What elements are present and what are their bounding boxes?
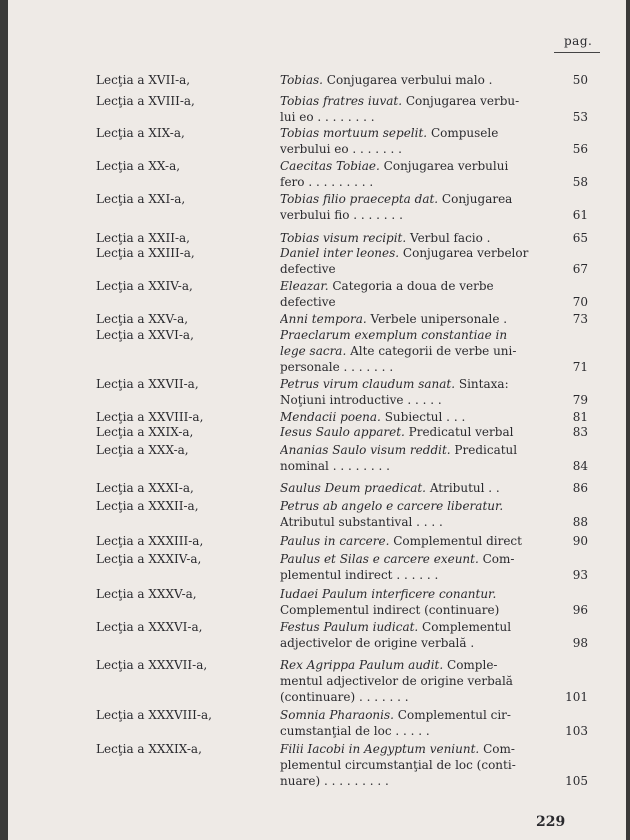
- page-ref: 105: [565, 774, 588, 788]
- page-ref: 73: [572, 312, 588, 326]
- title-line: [280, 327, 545, 343]
- lesson-title: [280, 707, 545, 739]
- title-line: [280, 498, 545, 514]
- lesson-title: [280, 158, 545, 190]
- title-line: [280, 109, 545, 125]
- romanian-text: Predicatul verbal: [404, 425, 514, 439]
- lesson-label: Lecţia a XXXIV-a,: [96, 552, 202, 566]
- title-line: [280, 635, 545, 651]
- title-line: [280, 125, 545, 141]
- romanian-text: nominal . . . . . . . .: [280, 459, 390, 473]
- page-ref: 103: [565, 724, 588, 738]
- latin-text: lege sacra.: [280, 344, 347, 358]
- lesson-label: Lecţia a XIX-a,: [96, 126, 185, 140]
- romanian-text: Com-: [479, 742, 515, 756]
- lesson-title: [280, 191, 545, 223]
- page-ref: 96: [572, 603, 588, 617]
- page-number: 229: [536, 814, 566, 830]
- lesson-title: [280, 72, 545, 88]
- romanian-text: mentul adjectivelor de origine verbală: [280, 674, 513, 688]
- latin-text: Petrus ab angelo e carcere liberatur.: [280, 499, 504, 513]
- title-line: [280, 409, 545, 425]
- romanian-text: Verbele unipersonale .: [366, 312, 508, 326]
- romanian-text: Verbul facio .: [406, 231, 491, 245]
- latin-text: Festus Paulum iudicat.: [280, 620, 419, 634]
- latin-text: Somnia Pharaonis.: [280, 708, 394, 722]
- lesson-title: [280, 551, 545, 583]
- romanian-text: Complementul cir-: [393, 708, 511, 722]
- page-ref: 58: [572, 175, 588, 189]
- title-line: [280, 158, 545, 174]
- romanian-text: cumstanţial de loc . . . . .: [280, 724, 430, 738]
- latin-text: Tobias mortuum sepelit.: [280, 126, 428, 140]
- romanian-text: Subiectul . . .: [380, 410, 466, 424]
- romanian-text: Predicatul: [450, 443, 518, 457]
- romanian-text: nuare) . . . . . . . . .: [280, 774, 389, 788]
- page-ref: 83: [572, 425, 588, 439]
- lesson-label: Lecţia a XXI-a,: [96, 192, 186, 206]
- lesson-title: [280, 93, 545, 125]
- romanian-text: verbului eo . . . . . . .: [280, 142, 402, 156]
- title-line: [280, 707, 545, 723]
- lesson-title: [280, 533, 545, 549]
- title-line: [280, 741, 545, 757]
- romanian-text: plementul circumstanţial de loc (conti-: [280, 758, 516, 772]
- romanian-text: adjectivelor de origine verbală .: [280, 636, 475, 650]
- romanian-text: plementul indirect . . . . . .: [280, 568, 439, 582]
- title-line: [280, 311, 545, 327]
- lesson-title: [280, 311, 545, 327]
- latin-text: Anni tempora.: [280, 312, 367, 326]
- lesson-title: [280, 327, 545, 375]
- title-line: [280, 757, 545, 773]
- title-line: [280, 514, 545, 530]
- page-ref: 88: [572, 515, 588, 529]
- title-line: [280, 533, 545, 549]
- page-ref: 84: [572, 459, 588, 473]
- page-ref: 93: [572, 568, 588, 582]
- title-line: [280, 480, 545, 496]
- latin-text: Saulus Deum praedicat.: [280, 481, 426, 495]
- lesson-title: [280, 245, 545, 277]
- lesson-label: Lecţia a XX-a,: [96, 159, 181, 173]
- book-page: [8, 0, 626, 840]
- title-line: [280, 602, 545, 618]
- page-ref: 61: [572, 208, 588, 222]
- page-ref: 90: [572, 534, 588, 548]
- latin-text: Tobias filio praecepta dat.: [280, 192, 439, 206]
- title-line: [280, 392, 545, 408]
- latin-text: Ananias Saulo visum reddit.: [280, 443, 451, 457]
- latin-text: Paulus et Silas e carcere exeunt.: [280, 552, 479, 566]
- title-line: [280, 261, 545, 277]
- lesson-label: Lecţia a XXXVIII-a,: [96, 708, 212, 722]
- romanian-text: Alte categorii de verbe uni-: [346, 344, 517, 358]
- title-line: [280, 551, 545, 567]
- page-ref: 70: [572, 295, 588, 309]
- romanian-text: verbului fio . . . . . . .: [280, 208, 403, 222]
- lesson-label: Lecţia a XXXVI-a,: [96, 620, 203, 634]
- title-line: [280, 458, 545, 474]
- lesson-title: [280, 619, 545, 651]
- title-line: [280, 245, 545, 261]
- title-line: [280, 174, 545, 190]
- latin-text: Paulus in carcere.: [280, 534, 390, 548]
- lesson-title: [280, 480, 545, 496]
- lesson-title: [280, 409, 545, 425]
- lesson-label: Lecţia a XVIII-a,: [96, 94, 195, 108]
- romanian-text: Conjugarea: [438, 192, 513, 206]
- lesson-title: [280, 230, 545, 246]
- lesson-label: Lecţia a XXV-a,: [96, 312, 189, 326]
- romanian-text: Conjugarea verbului malo .: [322, 73, 493, 87]
- romanian-text: defective: [280, 295, 336, 309]
- lesson-title: [280, 741, 545, 789]
- lesson-title: [280, 498, 545, 530]
- title-line: [280, 376, 545, 392]
- title-line: [280, 673, 545, 689]
- title-line: [280, 359, 545, 375]
- latin-text: Eleazar.: [280, 279, 329, 293]
- romanian-text: Noţiuni introductive . . . . .: [280, 393, 442, 407]
- title-line: [280, 207, 545, 223]
- title-line: [280, 657, 545, 673]
- title-line: [280, 294, 545, 310]
- page-ref: 67: [572, 262, 588, 276]
- lesson-title: [280, 586, 545, 618]
- page-ref: 65: [572, 231, 588, 245]
- latin-text: Tobias visum recipit.: [280, 231, 407, 245]
- romanian-text: Conjugarea verbelor: [399, 246, 529, 260]
- header-rule: [554, 52, 600, 53]
- latin-text: Praeclarum exemplum constantiae in: [280, 328, 508, 342]
- latin-text: Tobias.: [280, 73, 323, 87]
- latin-text: Rex Agrippa Paulum audit.: [280, 658, 444, 672]
- romanian-text: Sintaxa:: [455, 377, 509, 391]
- lesson-title: [280, 442, 545, 474]
- romanian-text: Conjugarea verbu-: [402, 94, 520, 108]
- lesson-label: Lecţia a XXVIII-a,: [96, 410, 204, 424]
- title-line: [280, 424, 545, 440]
- lesson-label: Lecţia a XXX-a,: [96, 443, 189, 457]
- lesson-title: [280, 657, 545, 705]
- page-ref: 53: [572, 110, 588, 124]
- title-line: [280, 343, 545, 359]
- lesson-label: Lecţia a XXIII-a,: [96, 246, 195, 260]
- title-line: [280, 619, 545, 635]
- title-line: [280, 191, 545, 207]
- latin-text: Filii Iacobi in Aegyptum veniunt.: [280, 742, 480, 756]
- title-line: [280, 141, 545, 157]
- lesson-label: Lecţia a XXVII-a,: [96, 377, 199, 391]
- title-line: [280, 723, 545, 739]
- romanian-text: (continuare) . . . . . . .: [280, 690, 409, 704]
- title-line: [280, 278, 545, 294]
- latin-text: Iudaei Paulum interficere conantur.: [280, 587, 497, 601]
- page-ref: 98: [572, 636, 588, 650]
- page-ref: 81: [572, 410, 588, 424]
- page-ref: 101: [565, 690, 588, 704]
- lesson-label: Lecţia a XXIV-a,: [96, 279, 193, 293]
- romanian-text: Conjugarea verbului: [379, 159, 509, 173]
- page-ref: 71: [572, 360, 588, 374]
- title-line: [280, 230, 545, 246]
- lesson-title: [280, 376, 545, 408]
- lesson-label: Lecţia a XVII-a,: [96, 73, 191, 87]
- lesson-title: [280, 424, 545, 440]
- lesson-label: Lecţia a XXXV-a,: [96, 587, 197, 601]
- romanian-text: Com-: [478, 552, 515, 566]
- lesson-label: Lecţia a XXXII-a,: [96, 499, 199, 513]
- lesson-label: Lecţia a XXXI-a,: [96, 481, 194, 495]
- romanian-text: fero . . . . . . . . .: [280, 175, 374, 189]
- title-line: [280, 567, 545, 583]
- lesson-label: Lecţia a XXXIII-a,: [96, 534, 204, 548]
- lesson-title: [280, 278, 545, 310]
- page-ref: 50: [572, 73, 588, 87]
- romanian-text: Complementul direct: [389, 534, 522, 548]
- latin-text: Petrus virum claudum sanat.: [280, 377, 456, 391]
- lesson-label: Lecţia a XXIX-a,: [96, 425, 194, 439]
- romanian-text: Atributul substantival . . . .: [280, 515, 443, 529]
- romanian-text: Atributul . .: [426, 481, 500, 495]
- romanian-text: Complementul: [418, 620, 512, 634]
- romanian-text: defective: [280, 262, 336, 276]
- romanian-text: lui eo . . . . . . . .: [280, 110, 375, 124]
- latin-text: Iesus Saulo apparet.: [280, 425, 405, 439]
- page-ref: 86: [572, 481, 588, 495]
- title-line: [280, 442, 545, 458]
- title-line: [280, 689, 545, 705]
- page-ref: 79: [572, 393, 588, 407]
- lesson-label: Lecţia a XXII-a,: [96, 231, 190, 245]
- romanian-text: Categoria a doua de verbe: [328, 279, 494, 293]
- romanian-text: Comple-: [443, 658, 498, 672]
- lesson-title: [280, 125, 545, 157]
- latin-text: Tobias fratres iuvat.: [280, 94, 403, 108]
- title-line: [280, 773, 545, 789]
- latin-text: Daniel inter leones.: [280, 246, 400, 260]
- latin-text: Caecitas Tobiae.: [280, 159, 380, 173]
- page-column-header: pag.: [564, 34, 593, 48]
- title-line: [280, 586, 545, 602]
- lesson-label: Lecţia a XXXIX-a,: [96, 742, 202, 756]
- romanian-text: Compusele: [427, 126, 499, 140]
- latin-text: Mendacii poena.: [280, 410, 381, 424]
- lesson-label: Lecţia a XXXVII-a,: [96, 658, 208, 672]
- romanian-text: Complementul indirect (continuare): [280, 603, 500, 617]
- romanian-text: personale . . . . . . .: [280, 360, 394, 374]
- title-line: [280, 93, 545, 109]
- title-line: [280, 72, 545, 88]
- page-ref: 56: [572, 142, 588, 156]
- lesson-label: Lecţia a XXVI-a,: [96, 328, 194, 342]
